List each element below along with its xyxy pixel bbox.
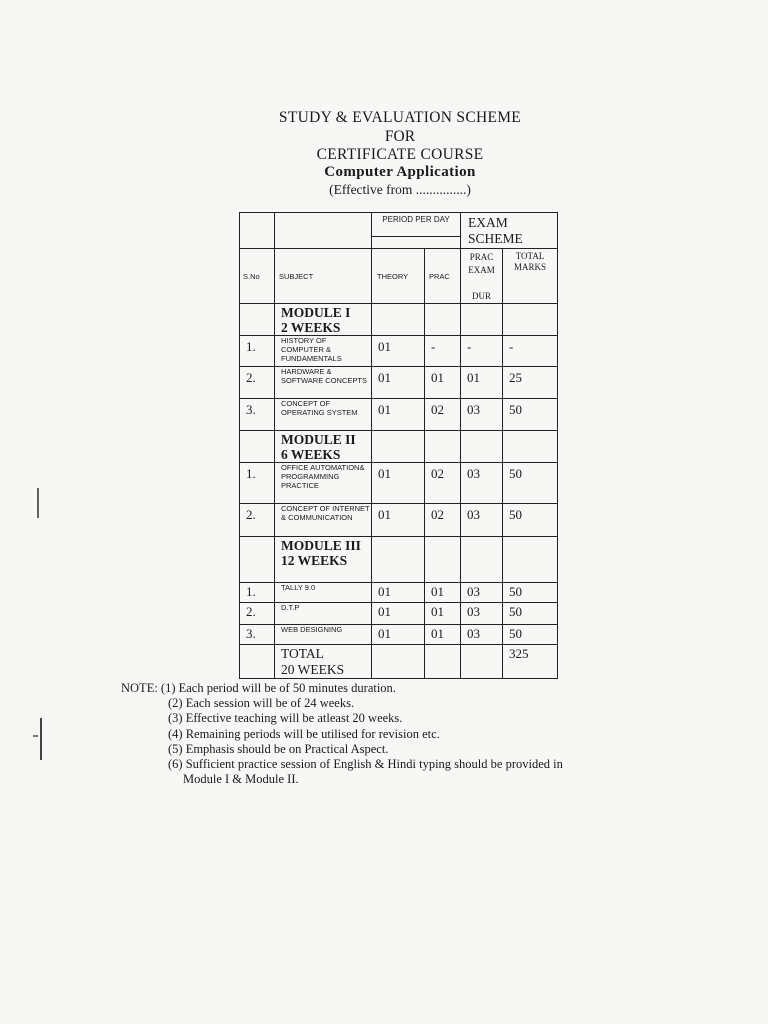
sno-cell: 2. <box>240 504 275 537</box>
period-per-day-header: PERIOD PER DAY <box>372 213 461 237</box>
theory-cell: 01 <box>372 399 425 431</box>
marks-cell: - <box>503 336 558 367</box>
module-2-duration: 6 WEEKS <box>281 447 341 462</box>
marks-cell: 25 <box>503 367 558 399</box>
title-line-3: CERTIFICATE COURSE <box>316 146 484 163</box>
sno-cell: 2. <box>240 367 275 399</box>
subject-cell: TALLY 9.0 <box>275 583 372 603</box>
marks-cell: 50 <box>503 399 558 431</box>
theory-cell: 01 <box>372 603 425 625</box>
total-row <box>240 645 558 679</box>
marks-cell: 50 <box>503 603 558 625</box>
module-1-title: MODULE I <box>281 305 351 320</box>
exam-dur-cell: 03 <box>461 603 503 625</box>
theory-cell: 01 <box>372 504 425 537</box>
total-marks: 325 <box>503 645 558 679</box>
prac-cell: 02 <box>425 399 461 431</box>
theory-cell: 01 <box>372 336 425 367</box>
subject-cell: CONCEPT OF INTERNET & COMMUNICATION <box>275 504 372 537</box>
note-6-continued: Module I & Module II. <box>183 772 299 787</box>
header-row-1 <box>240 213 558 237</box>
table-row <box>240 399 558 431</box>
total-marks-header: TOTAL MARKS <box>503 249 558 304</box>
sno-cell: 1. <box>240 583 275 603</box>
prac-exam-header: PRAC EXAM DUR <box>461 249 503 304</box>
module-row <box>240 431 558 463</box>
note-4: (4) Remaining periods will be utilised for revision etc. <box>168 726 440 741</box>
header-row-2 <box>240 249 558 304</box>
sno-cell: 3. <box>240 625 275 645</box>
sno-header: S.No <box>240 249 275 304</box>
table-row <box>240 367 558 399</box>
theory-cell: 01 <box>372 625 425 645</box>
subject-cell: CONCEPT OF OPERATING SYSTEM <box>275 399 372 431</box>
theory-cell: 01 <box>372 583 425 603</box>
sno-cell: 2. <box>240 603 275 625</box>
marks-cell: 50 <box>503 504 558 537</box>
total-label: TOTAL <box>281 646 324 661</box>
prac-cell: 02 <box>425 504 461 537</box>
exam-scheme-header: EXAM SCHEME <box>461 213 558 249</box>
note-6: (6) Sufficient practice session of English & Hindi typing should be provided in <box>168 757 563 772</box>
marks-cell: 50 <box>503 625 558 645</box>
title-line-2: FOR <box>384 128 416 145</box>
header-blank-sno <box>240 213 275 249</box>
table-row <box>240 336 558 367</box>
table-row <box>240 603 558 625</box>
marks-cell: 50 <box>503 463 558 504</box>
marks-cell: 50 <box>503 583 558 603</box>
table-row <box>240 583 558 603</box>
table-row <box>240 625 558 645</box>
dur-header: DUR <box>472 291 492 301</box>
note-3: (3) Effective teaching will be atleast 20 weeks. <box>168 711 403 726</box>
course-name: Computer Application <box>324 164 476 180</box>
sno-cell: 3. <box>240 399 275 431</box>
note-5: (5) Emphasis should be on Practical Aspect. <box>168 741 389 756</box>
prac-cell: - <box>425 336 461 367</box>
sno-cell: 1. <box>240 336 275 367</box>
sno-cell: 1. <box>240 463 275 504</box>
note-2: (2) Each session will be of 24 weeks. <box>168 696 355 711</box>
subject-cell: HARDWARE & SOFTWARE CONCEPTS <box>275 367 372 399</box>
subject-cell: D.T.P <box>275 603 372 625</box>
scan-mark <box>40 718 42 760</box>
table-row <box>240 463 558 504</box>
table-row <box>240 504 558 537</box>
header-blank-subject <box>275 213 372 249</box>
exam-dur-cell: 03 <box>461 463 503 504</box>
module-row <box>240 537 558 583</box>
theory-cell: 01 <box>372 367 425 399</box>
prac-cell: 01 <box>425 583 461 603</box>
notes-section <box>121 681 563 787</box>
exam-dur-cell: 03 <box>461 504 503 537</box>
title-line-1: STUDY & EVALUATION SCHEME <box>278 109 522 126</box>
prac-cell: 01 <box>425 625 461 645</box>
subject-cell: OFFICE AUTOMATION& PROGRAMMING PRACTICE <box>275 463 372 504</box>
scan-mark <box>33 735 38 737</box>
exam-dur-cell: 01 <box>461 367 503 399</box>
subject-header: SUBJECT <box>275 249 372 304</box>
effective-date: (Effective from ...............) <box>329 182 471 197</box>
note-1: NOTE: (1) Each period will be of 50 minutes duration. <box>121 681 396 695</box>
exam-dur-cell: - <box>461 336 503 367</box>
prac-cell: 01 <box>425 603 461 625</box>
prac-header: PRAC <box>425 249 461 304</box>
subject-cell: WEB DESIGNING <box>275 625 372 645</box>
prac-cell: 02 <box>425 463 461 504</box>
module-3-duration: 12 WEEKS <box>281 553 348 568</box>
module-1-duration: 2 WEEKS <box>281 320 341 335</box>
theory-cell: 01 <box>372 463 425 504</box>
subject-cell: HISTORY OF COMPUTER & FUNDAMENTALS <box>275 336 372 367</box>
scan-mark <box>37 488 39 518</box>
prac-cell: 01 <box>425 367 461 399</box>
exam-dur-cell: 03 <box>461 399 503 431</box>
exam-dur-cell: 03 <box>461 625 503 645</box>
exam-dur-cell: 03 <box>461 583 503 603</box>
total-duration: 20 WEEKS <box>281 662 345 677</box>
theory-header: THEORY <box>372 249 425 304</box>
module-row <box>240 304 558 336</box>
evaluation-table <box>239 212 558 679</box>
module-2-title: MODULE II <box>281 432 356 447</box>
module-3-title: MODULE III <box>281 538 361 553</box>
